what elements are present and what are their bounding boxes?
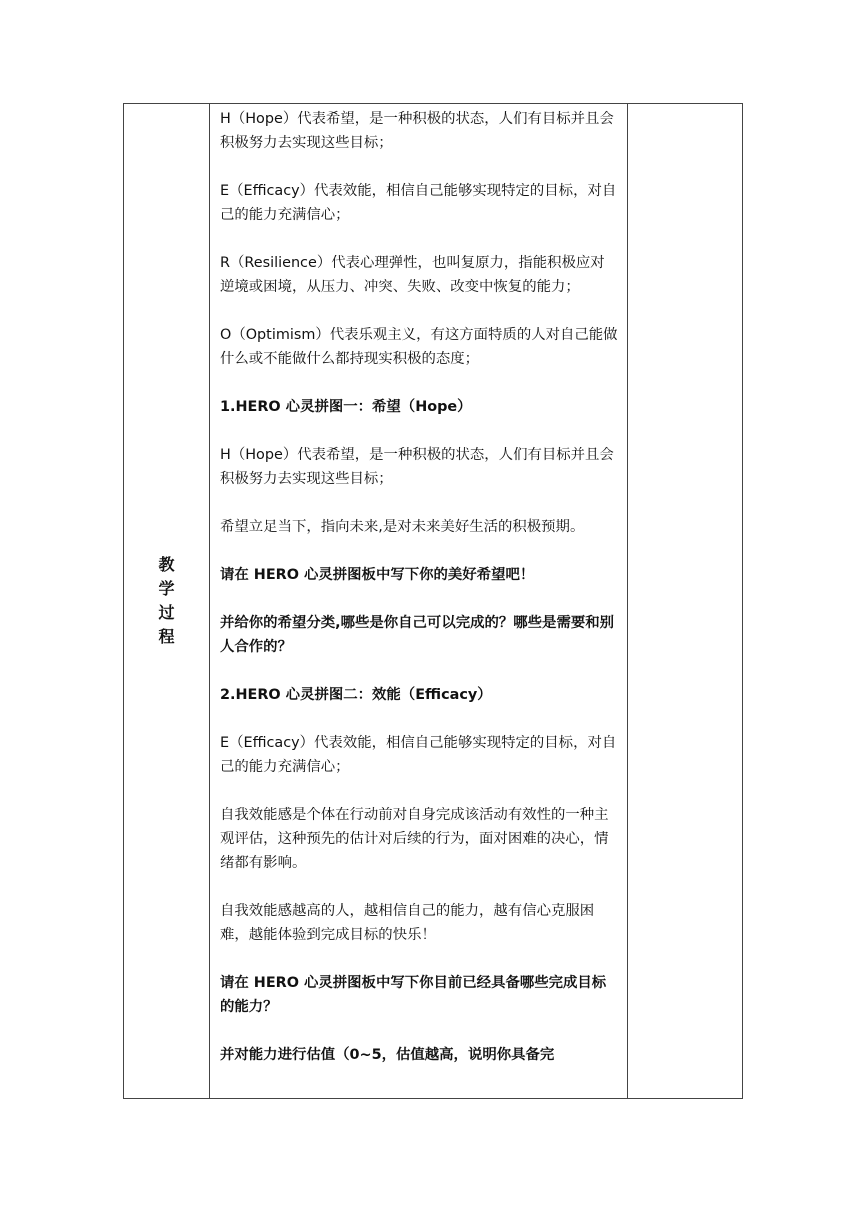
content-body [210,104,627,1097]
body-paragraph: 希望立足当下，指向未来,是对未来美好生活的积极预期。 [220,519,585,535]
section-heading: 并对能力进行估值（0~5，估值越高，说明你具备完 [220,1047,555,1063]
row-label-char: 教 [158,555,175,574]
section-heading: 请在 HERO 心灵拼图板中写下你的美好希望吧！ [220,567,535,583]
row-label-char: 学 [158,579,175,598]
body-paragraph: H（Hope）代表希望，是一种积极的状态，人们有目标并且会积极努力去实现这些目标； [220,447,614,487]
row-label [156,553,178,649]
notes-cell [628,104,743,1099]
content-cell [210,104,628,1099]
body-paragraph: E（Efficacy）代表效能，相信自己能够实现特定的目标，对自己的能力充满信心； [220,183,617,223]
body-paragraph: H（Hope）代表希望，是一种积极的状态，人们有目标并且会积极努力去实现这些目标； [220,111,614,151]
body-paragraph: R（Resilience）代表心理弹性，也叫复原力，指能积极应对逆境或困境，从压力、冲突、失败、改变中恢复的能力； [220,255,605,295]
section-heading: 2.HERO 心灵拼图二：效能（Efficacy） [220,687,492,703]
body-paragraph: 自我效能感是个体在行动前对自身完成该活动有效性的一种主观评估，这种预先的估计对后续的行为，面对困难的决心，情绪都有影响。 [220,807,609,871]
section-heading: 1.HERO 心灵拼图一：希望（Hope） [220,399,472,415]
section-heading: 并给你的希望分类,哪些是你自己可以完成的？哪些是需要和别人合作的？ [220,615,615,655]
body-paragraph: O（Optimism）代表乐观主义，有这方面特质的人对自己能做什么或不能做什么都持现实积极的态度； [220,327,618,367]
row-label-char: 程 [158,627,175,646]
row-label-cell [124,104,210,1099]
table-row [124,104,743,1099]
row-label-char: 过 [158,603,175,622]
section-heading: 请在 HERO 心灵拼图板中写下你目前已经具备哪些完成目标的能力？ [220,975,607,1015]
body-paragraph: E（Efficacy）代表效能，相信自己能够实现特定的目标，对自己的能力充满信心； [220,735,617,775]
body-paragraph: 自我效能感越高的人，越相信自己的能力，越有信心克服困难，越能体验到完成目标的快乐！ [220,903,595,943]
lesson-table [123,103,743,1099]
